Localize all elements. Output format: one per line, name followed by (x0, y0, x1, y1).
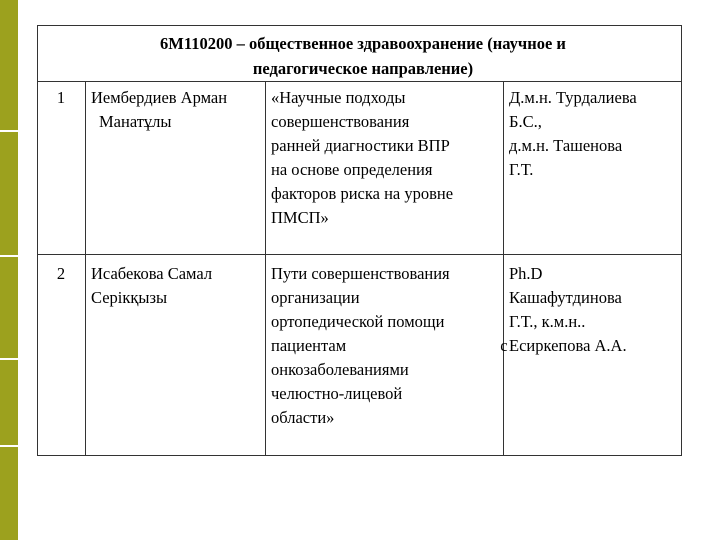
student-name-line: Серікқызы (91, 288, 168, 307)
band-divider (0, 130, 18, 132)
advisor-line: Ph.D (509, 264, 543, 283)
advisor-line: Г.Т. (509, 160, 534, 179)
advisors (509, 86, 679, 182)
thesis-topic-line: ПМСП» (271, 208, 329, 227)
table-column-divider (265, 81, 266, 456)
table-column-divider (85, 81, 86, 456)
thesis-topic-line: совершенствования (271, 112, 410, 131)
table-title-line: 6М110200 – общественное здравоохранение (научное и (160, 34, 566, 53)
advisor-line: Д.м.н. Турдалиева (509, 88, 637, 107)
thesis-topic-line: онкозаболеваниями (271, 360, 409, 379)
table-title-line: педагогическое направление) (252, 59, 474, 78)
student-name (91, 86, 263, 134)
table-row-divider (37, 254, 682, 255)
student-name-line: Манатұлы (99, 112, 172, 131)
thesis-topic-line: организации (271, 288, 360, 307)
row-number: 1 (56, 88, 66, 107)
thesis-topic-line: Пути совершенствования (271, 264, 450, 283)
row-number: 2 (56, 264, 66, 283)
student-name (91, 262, 263, 310)
advisor-line: Г.Т., к.м.н.. (509, 312, 586, 331)
advisors (509, 262, 679, 358)
thesis-topic-line: на основе определения (271, 160, 433, 179)
advisor-line: д.м.н. Ташенова (509, 136, 623, 155)
student-name-line: Исабекова Самал (91, 264, 213, 283)
table-column-divider (503, 81, 504, 456)
thesis-topic-line: пациентам с (271, 336, 508, 355)
advisor-line: Кашафутдинова (509, 288, 622, 307)
student-name-line: Иембердиев Арман (91, 88, 228, 107)
thesis-topic-line: области» (271, 408, 335, 427)
advisor-line: Б.С., (509, 112, 542, 131)
thesis-topic (271, 86, 499, 230)
thesis-topic-line: «Научные подходы (271, 88, 406, 107)
thesis-topic-line: факторов риска на уровне (271, 184, 454, 203)
thesis-topic-line: ортопедической помощи (271, 312, 445, 331)
band-divider (0, 255, 18, 257)
thesis-topic (271, 262, 508, 430)
band-divider (0, 445, 18, 447)
thesis-topic-line: челюстно-лицевой (271, 384, 403, 403)
table-row-divider (37, 81, 682, 82)
thesis-topic-line: ранней диагностики ВПР (271, 136, 450, 155)
table-title (86, 31, 640, 81)
left-accent-band (0, 0, 18, 540)
band-divider (0, 358, 18, 360)
advisor-line: Есиркепова А.А. (509, 336, 627, 355)
